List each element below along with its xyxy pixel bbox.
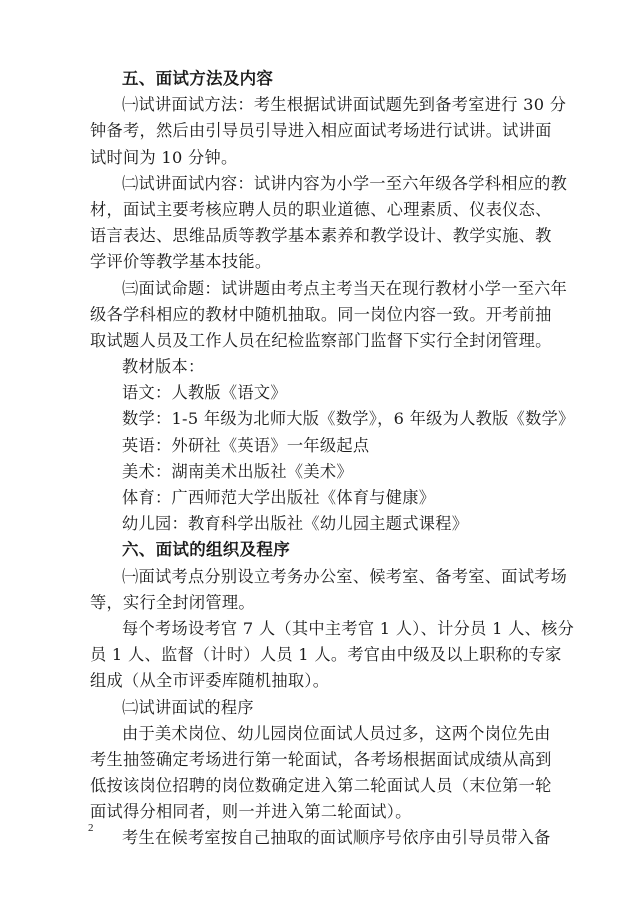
text-line: 考生在候考室按自己抽取的面试顺序号依序由引导员带入备: [122, 828, 551, 848]
text-line: 语文：人教版《语文》: [122, 383, 287, 403]
text-line: ㈠试讲面试方法：考生根据试讲面试题先到备考室进行 30 分: [122, 95, 567, 115]
text-line: 等，实行全封闭管理。: [90, 592, 255, 612]
text-line: ㈡试讲面试的程序: [122, 697, 254, 717]
text-line: 级各学科相应的教材中随机抽取。同一岗位内容一致。开考前抽: [90, 304, 552, 324]
text-line: 语言表达、思维品质等教学基本素养和教学设计、教学实施、教: [90, 226, 552, 246]
text-line: ㈡试讲面试内容：试讲内容为小学一至六年级各学科相应的教: [122, 173, 568, 193]
text-line: 幼儿园：教育科学出版社《幼儿园主题式课程》: [122, 514, 469, 534]
text-line: 试时间为 10 分钟。: [90, 147, 238, 167]
text-line: 低按该岗位招聘的岗位数确定进入第二轮面试人员（末位第一轮: [90, 776, 552, 796]
text-line: 美术：湖南美术出版社《美术》: [122, 461, 353, 481]
text-line: ㈢面试命题：试讲题由考点主考当天在现行教材小学一至六年: [122, 278, 568, 298]
text-line: 英语：外研社《英语》一年级起点: [122, 435, 370, 455]
text-line: 钟备考，然后由引导员引导进入相应面试考场进行试讲。试讲面: [90, 121, 552, 141]
text-line: 考生抽签确定考场进行第一轮面试，各考场根据面试成绩从高到: [90, 749, 552, 769]
text-line: 取试题人员及工作人员在纪检监察部门监督下实行全封闭管理。: [90, 330, 552, 350]
page-number: 2: [88, 822, 94, 834]
text-line: 体育：广西师范大学出版社《体育与健康》: [122, 488, 436, 507]
text-line: 学评价等教学基本技能。: [90, 252, 272, 272]
section-heading: 五、面试方法及内容: [122, 69, 274, 88]
text-line: 材，面试主要考核应聘人员的职业道德、心理素质、仪表仪态、: [90, 199, 552, 219]
text-line: 由于美术岗位、幼儿园岗位面试人员过多，这两个岗位先由: [122, 723, 551, 743]
document-body: [90, 66, 590, 852]
text-line: ㈠面试考点分别设立考务办公室、候考室、备考室、面试考场: [122, 566, 568, 586]
text-line: 组成（从全市评委库随机抽取）。: [90, 671, 330, 691]
text-line: 教材版本：: [122, 357, 205, 377]
text-line: 数学：1-5 年级为北师大版《数学》，6 年级为人教版《数学》: [122, 409, 575, 429]
text-line: 面试得分相同者，则一并进入第二轮面试）。: [90, 802, 412, 822]
section-heading: 六、面试的组织及程序: [122, 540, 290, 560]
text-line: 每个考场设考官 7 人（其中主考官 1 人）、计分员 1 人、核分: [122, 618, 575, 638]
text-line: 员 1 人、监督（计时）人员 1 人。考官由中级及以上职称的专家: [90, 645, 562, 665]
